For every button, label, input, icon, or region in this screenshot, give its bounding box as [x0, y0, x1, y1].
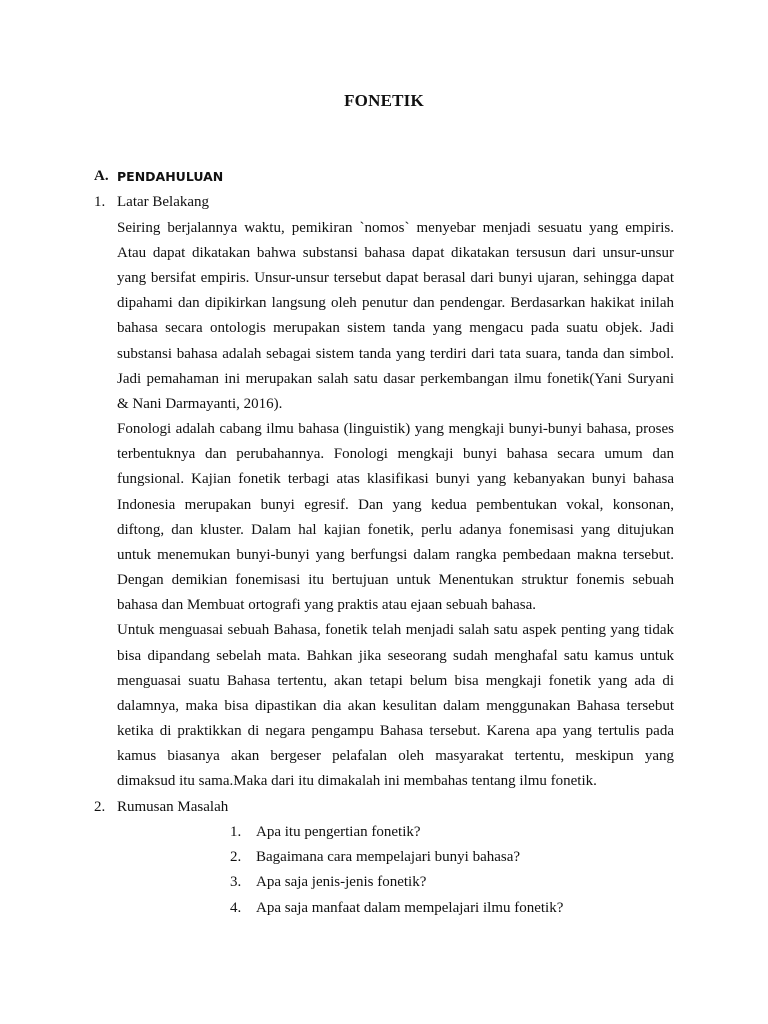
- body-line: bahasa secara ontologis merupakan sistem tanda yang mengacu pada suatu objek. Jadi: [117, 320, 674, 336]
- body-line: menguasai suatu Bahasa tertentu, akan tetapi belum bisa mengkaji fonetik yang ada di: [117, 673, 674, 689]
- body-line: Seiring berjalannya waktu, pemikiran `nomos` menyebar menjadi sesuatu yang empiris.: [117, 220, 674, 236]
- subsection-number: 2.: [94, 799, 106, 815]
- body-line: yang bersifat empiris. Unsur-unsur tersebut dapat berasal dari bunyi ujaran, sehingga dapat: [117, 270, 674, 286]
- body-line: bahasa dan Membuat ortografi yang praktis atau ejaan sebuah bahasa.: [117, 597, 537, 613]
- body-line: terbentuknya dan perubahannya. Fonologi mengkaji bunyi bahasa secara umum dan: [117, 446, 674, 462]
- body-line: Fonologi adalah cabang ilmu bahasa (linguistik) yang mengkaji bunyi-bunyi bahasa, proses: [117, 421, 674, 437]
- body-line: Untuk menguasai sebuah Bahasa, fonetik telah menjadi salah satu aspek penting yang tidak: [117, 622, 674, 638]
- question-number: 3.: [230, 874, 242, 890]
- body-line: untuk menemukan bunyi-bunyi yang berfungsi dalam rangka pembedaan makna tersebut.: [117, 547, 674, 563]
- page-title: FONETIK: [344, 91, 424, 110]
- body-line: kamus biasanya akan bergeser pelafalan oleh masyarakat tertentu, meskipun yang: [117, 748, 674, 764]
- body-line: diftong, dan kluster. Dalam hal kajian fonetik, perlu adanya fonemisasi yang ditujukan: [117, 522, 674, 538]
- subsection-heading: Latar Belakang: [117, 194, 210, 210]
- body-line: dimaksud itu sama.Maka dari itu dimakalah ini membahas tentang ilmu fonetik.: [117, 773, 597, 789]
- question-text: Apa saja manfaat dalam mempelajari ilmu fonetik?: [256, 900, 564, 916]
- body-line: dipahami dan dipikirkan langsung oleh penutur dan pendengar. Berdasarkan hakikat inilah: [117, 295, 674, 311]
- body-line: Dengan demikian fonemisasi itu bertujuan untuk Menentukan struktur fonemis sebuah: [117, 572, 674, 588]
- body-line: fungsional. Kajian fonetik terbagi atas klasifikasi bunyi yang kebanyakan bunyi bahasa: [117, 471, 674, 487]
- subsection-heading: Rumusan Masalah: [117, 799, 229, 815]
- body-line: substansi bahasa adalah sebagai sistem tanda yang terdiri dari tata suara, tanda dan simbol.: [117, 346, 674, 362]
- question-text: Bagaimana cara mempelajari bunyi bahasa?: [256, 849, 521, 865]
- question-number: 4.: [230, 900, 242, 916]
- body-line: Atau dapat dikatakan bahwa substansi bahasa dapat dikatakan tersusun dari unsur-unsur: [117, 245, 674, 261]
- body-line: & Nani Darmayanti, 2016).: [117, 396, 283, 412]
- section-heading: PENDAHULUAN: [117, 169, 224, 184]
- body-line: bisa dipandang sebelah mata. Bahkan jika seseorang sudah menghafal satu kamus untuk: [117, 648, 674, 664]
- body-line: ketika di praktikkan di negara pengampu Bahasa tersebut. Karena apa yang tertulis pada: [117, 723, 674, 739]
- body-line: dalamnya, maka bisa dipastikan dia akan kesulitan dalam menggunakan Bahasa tersebut: [117, 698, 674, 714]
- body-line: Indonesia merupakan bunyi egresif. Dan yang kedua pembentukan vokal, konsonan,: [117, 497, 674, 513]
- question-text: Apa saja jenis-jenis fonetik?: [256, 874, 427, 890]
- body-line: Jadi pemahaman ini merupakan salah satu dasar perkembangan ilmu fonetik(Yani Suryani: [117, 371, 674, 387]
- question-text: Apa itu pengertian fonetik?: [256, 824, 421, 840]
- section-number: A.: [94, 168, 109, 184]
- subsection-number: 1.: [94, 194, 106, 210]
- question-number: 1.: [230, 824, 242, 840]
- question-number: 2.: [230, 849, 242, 865]
